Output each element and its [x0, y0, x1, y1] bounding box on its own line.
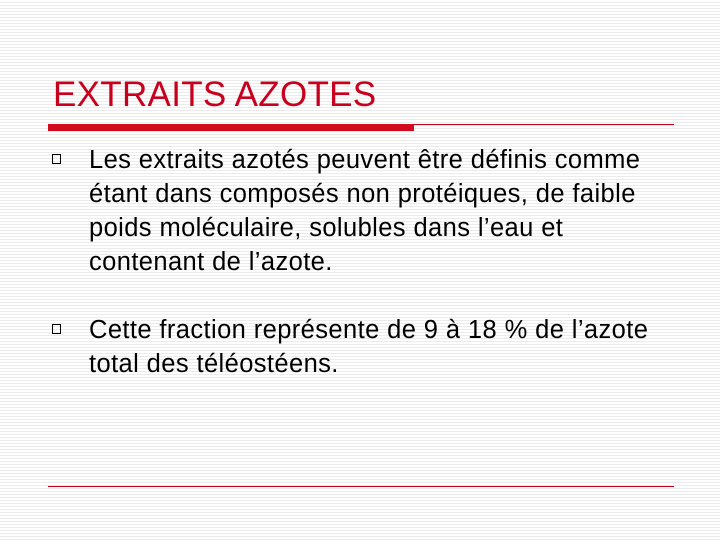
title-accent-bar	[48, 124, 414, 131]
bullet-item	[52, 143, 682, 279]
bullet-item	[52, 313, 682, 381]
bullet-text: Les extraits azotés peuvent être définis comme étant dans composés non protéiques, de faible poids moléculaire, solubles dans l’eau et contenant de l’azote.	[89, 146, 641, 276]
bullet-text: Cette fraction représente de 9 à 18 % de l’azote total des téléostéens.	[89, 316, 649, 378]
hollow-square-bullet-icon	[52, 154, 61, 164]
slide-title: EXTRAITS AZOTES	[53, 75, 377, 114]
footer-divider	[48, 486, 674, 487]
hollow-square-bullet-icon	[52, 324, 61, 334]
bullet-list	[52, 143, 682, 381]
